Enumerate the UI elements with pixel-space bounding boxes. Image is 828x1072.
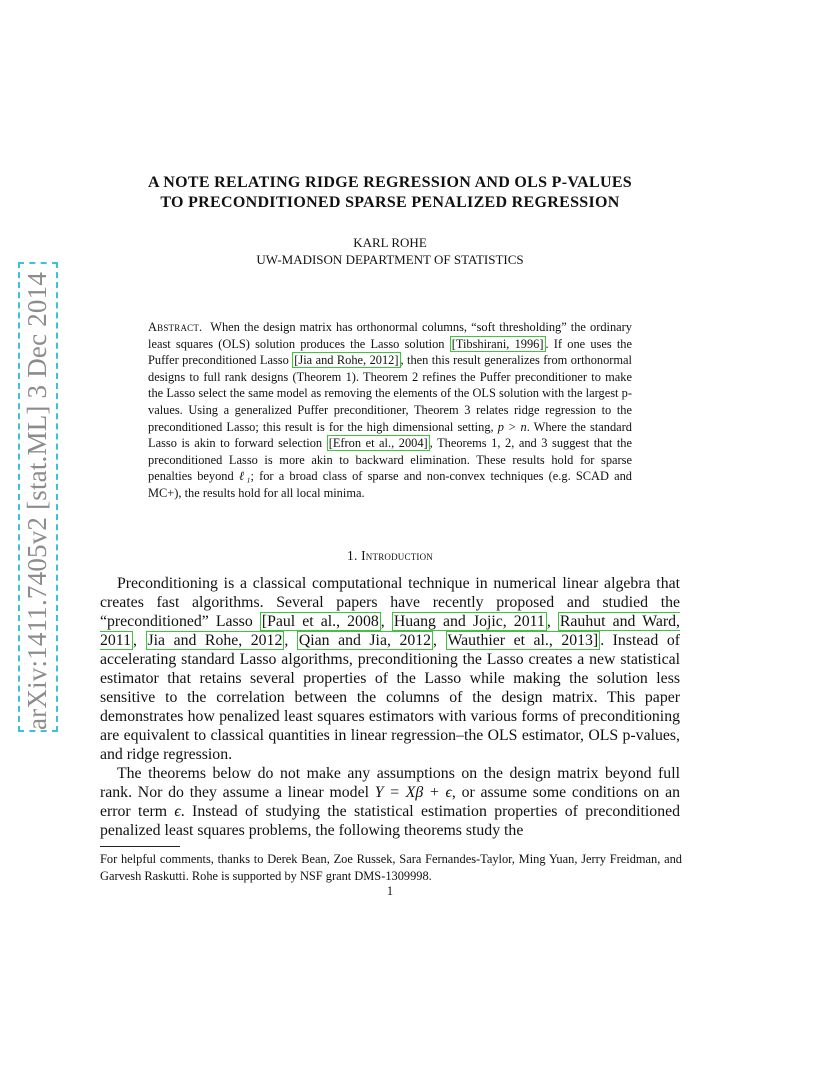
body-text xyxy=(100,574,680,840)
math-inline: ℓ₁ xyxy=(238,469,251,484)
paper-title xyxy=(100,173,680,213)
citation-link[interactable]: Rauhut and Ward, 2011 xyxy=(100,613,680,649)
paragraph-text: The theorems below do not make any assumptions on the design matrix beyond full rank. Nor do they assume a linear model xyxy=(100,765,680,801)
paragraph xyxy=(100,764,680,840)
separator: , xyxy=(433,632,446,649)
author-block xyxy=(100,234,680,268)
citation-link[interactable]: [Jia and Rohe, 2012] xyxy=(294,353,399,368)
paragraph-text: , or assume some conditions on an error term xyxy=(100,784,680,820)
author-affiliation: UW-MADISON DEPARTMENT OF STATISTICS xyxy=(256,252,524,267)
separator: , xyxy=(380,613,392,630)
paragraph xyxy=(100,574,680,764)
title-line-2: TO PRECONDITIONED SPARSE PENALIZED REGRESSION xyxy=(160,194,620,211)
footnote-rule xyxy=(100,846,180,847)
page-number: 1 xyxy=(386,884,394,898)
abstract-text: When the design matrix has orthonormal columns, “soft thresholding” the ordinary least squares (OLS) solution produces the Lasso solution xyxy=(148,320,632,351)
paragraph-text: Preconditioning is a classical computational technique in numerical linear algebra that creates fast algorithms. Several papers have recently proposed and studied the “preconditioned” Lasso xyxy=(100,575,680,630)
separator: , xyxy=(133,632,146,649)
abstract-heading: Abstract. xyxy=(148,320,203,334)
separator: , xyxy=(546,613,558,630)
citation-link[interactable]: [Efron et al., 2004] xyxy=(328,436,428,451)
paragraph-text: . Instead of studying the statistical estimation properties of preconditioned penalized least squares problems, the following theorems study the xyxy=(100,803,681,839)
footnote: For helpful comments, thanks to Derek Bean, Zoe Russek, Sara Fernandes-Taylor, Ming Yuan, Jerry Freidman, and Garvesh Raskutti. Rohe is supported by NSF grant DMS-1309998. xyxy=(100,852,682,883)
math-inline: p > n xyxy=(497,419,527,434)
citation-link[interactable]: Huang and Jojic, 2011 xyxy=(393,613,545,630)
section-heading: 1. Introduction xyxy=(347,548,433,563)
abstract-text: , then this result generalizes from orthonormal designs to full rank designs (Theorem 1). Theorem 2 refines the Puffer preconditioner to make the Lasso select the same model as removing the elements of the OLS solution with the largest p-values. Using a generalized Puffer preconditioner, Theorem 3 relates ridge regression to the preconditioned Lasso; this result is for the high dimensional setting, xyxy=(148,353,632,434)
abstract xyxy=(148,319,632,502)
arxiv-identifier[interactable]: arXiv:1411.7405v2 [stat.ML] 3 Dec 2014 xyxy=(22,271,52,730)
citation-link[interactable]: [Tibshirani, 1996] xyxy=(451,336,544,351)
citation-link[interactable]: Jia and Rohe, 2012 xyxy=(147,632,283,649)
abstract-text: . Where the standard Lasso is akin to forward selection xyxy=(148,419,632,451)
math-inline: Y = Xβ + ϵ xyxy=(374,784,452,801)
citation-link[interactable]: Qian and Jia, 2012 xyxy=(298,632,432,649)
citation-link[interactable]: [Paul et al., 2008 xyxy=(261,613,379,630)
title-line-1: A NOTE RELATING RIDGE REGRESSION AND OLS P-VALUES xyxy=(148,174,632,191)
math-inline: ϵ xyxy=(174,803,181,820)
abstract-text: ; for a broad class of sparse and non-convex techniques (e.g. SCAD and MC+), the results hold for all local minima. xyxy=(148,469,632,500)
separator: , xyxy=(284,632,297,649)
abstract-text: . If one uses the Puffer preconditioned Lasso xyxy=(148,336,632,368)
citation-link[interactable]: Wauthier et al., 2013] xyxy=(447,632,599,649)
paragraph-text: . Instead of accelerating standard Lasso algorithms, preconditioning the Lasso creates a new statistical estimator that retains several properties of the Lasso while making the solution less sensitive to the correlation between the columns of the design matrix. This paper demonstrates how penalized least squares estimators with various forms of preconditioning are equivalent to classical quantities in linear regression–the OLS estimator, OLS p-values, and ridge regression. xyxy=(100,632,680,763)
author-name: KARL ROHE xyxy=(353,235,427,250)
abstract-text: , Theorems 1, 2, and 3 suggest that the preconditioned Lasso is more akin to backward elimination. These results hold for sparse penalties beyond xyxy=(148,436,633,484)
